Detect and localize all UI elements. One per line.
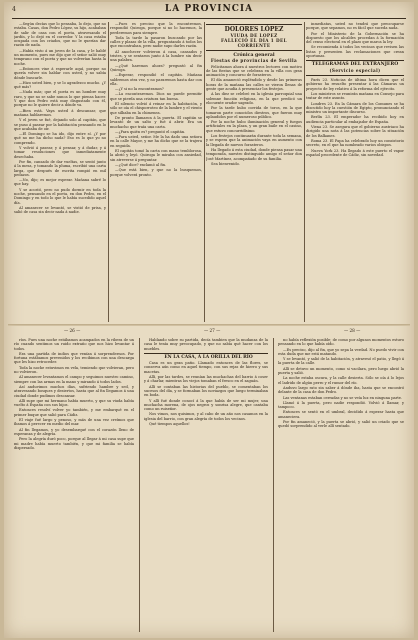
column-rule (304, 22, 305, 322)
column-rule (108, 22, 109, 322)
article-paragraph: —¿Para quién es? preguntó el capitán. (115, 129, 186, 134)
article-paragraph: Al fin llegamos, y yo desembarqué con el corazón lleno de esperanza y de alegría. (14, 427, 134, 436)
article-paragraph: —Es preciso, dijo al fin, que yo sepa la verdad. No puedo vivir con esta duda que me está matando. (278, 347, 404, 356)
article-paragraph: ríos. Pues una noche estábamos acampados en la ribera de un río cuando sentimos un ruido extraño que nos hizo levantar á todos. (14, 338, 134, 351)
article-paragraph: Los ministros se reunirán mañana en Consejo para tratar de este asunto. (306, 91, 404, 101)
article-paragraph: no había reflexión posible; de como por algunos momentos estuvo pensando en lo que había oído. (278, 338, 404, 347)
article-paragraph: Nos vimos, nos quisimos, y al cabo de un año nos casamos en la iglesia del barrio, con gran alegría de todos los vecinos. (144, 412, 268, 421)
article-paragraph: —La encontraremos. Dios no puede permitir que se pierda una criatura tan buena. (110, 92, 202, 101)
article-paragraph: Anduvo largo rato sin saber á dónde iba, hasta que se encontró delante de la casa de don Pedro. (278, 385, 404, 395)
article-paragraph: Pero la alegría duró poco, porque al llegar á mi casa supe que mi madre había muerto también, y que mi familia se había dispersado. (14, 437, 134, 450)
article-paragraph: Era una partida de indios que venían á sorprendernos. Por fortuna estábamos prevenidos y los recibimos con una descarga que les hizo retroceder. (14, 351, 134, 365)
article-paragraph: —Nada más; que el poeta es un hombre muy raro, y que no se sabe nunca lo que piensa hacer. Y que don Pedro está muy disgustado con él, porque no le quiere decir a dónde va. (14, 90, 106, 108)
article-paragraph: Toda la tarde la pasaron buscando por las calles y plazas de la villa, preguntando á todos los que encontraban, pero nadie supo darles razón. (110, 35, 202, 49)
article-paragraph: Allí se detuvo un momento, como si vacilara, pero luego abrió la puerta y salió. (278, 366, 404, 376)
article-paragraph: Qué tiempos aquellos! (149, 422, 190, 427)
obituary-sub: VIUDA DE LOPEZ (230, 33, 278, 38)
article-paragraph: Y volvió á pasear, y á pensar, y á dudar, y á tomar resoluciones que inmediatamente desechaba. (14, 146, 106, 159)
article-paragraph: Ha llegado á esta ciudad, donde piensa pasar una temporada, nuestro distinguido amigo el señor don José Martínez, acompañado de su familia. (206, 147, 302, 161)
feuilleton-column-2 (144, 338, 268, 632)
article-paragraph: —Hizo usted bien, y se lo agradezco mucho. ¿Y qué más? (14, 80, 106, 90)
section-subheading: Fiestas de provincias de Sevilla (210, 58, 298, 64)
article-paragraph: Por la noche hubo iluminación general y fuegos artificiales en la plaza, y un gran baile en el casino, que estuvo concurridísimo. (206, 120, 302, 133)
article-paragraph: El capitán tomó la carta con mano temblorosa, la abrió y leyó. Quiroga le miraba con ansiedad, sin atreverse á preguntar. (110, 149, 202, 162)
article-paragraph: —No, dijo; es mejor esperar. Mañana sabré lo que hay. (14, 178, 106, 187)
column-1 (14, 22, 106, 322)
article-paragraph: Entonces se sentó en el umbral, decidido á esperar hasta que amaneciera. (278, 410, 404, 419)
article-paragraph: El silencio volvió á reinar en la habitación, y sólo se oía el chisporroteo de la lumbre y el viento que silbaba en la chimenea. (110, 102, 202, 115)
article-paragraph: Las ventanas estaban cerradas y no se veía luz en ninguna parte. (283, 395, 403, 400)
column-rule (139, 338, 140, 632)
article-paragraph: Allí, por las tardes, se reunían las muchachas del barrio á coser y á charlar, mientras los viejos tomaban el fresco en el zaguán. (144, 375, 268, 384)
article-paragraph: Por fin, cansado de dar vueltas, se sentó junto á la mesa, y tomando la pluma, escribió una carta larga, que después de escrita rompió en mil pedazos. (14, 159, 106, 177)
telegram-title: TELEGRAMAS DEL EXTRANJERO (311, 62, 399, 68)
article-paragraph: Así anduvimos muchos días, sufriendo hambre y sed, y atravesando bosques y desiertos, hasta que al fin llegamos á una ciudad donde pudimos descansar. (14, 384, 134, 398)
divider (144, 353, 268, 354)
column-2 (110, 22, 202, 322)
article-paragraph: Viena 23. Se asegura que el gobierno austriaco ha dirigido una nota á las potencias sobre la situación de los Balkanes. (306, 125, 404, 138)
column-4-body-top (306, 22, 404, 58)
article-paragraph: Allí supe que mi hermano había muerto, y que su viuda había vuelto á España con sus hijos. (14, 398, 134, 408)
article-paragraph: Los festejos continuarán durante toda la semana, y se espera que la animación vaya en aumento con la llegada de nuevos forasteros. (206, 134, 302, 147)
article-paragraph: De pronto llamaron á la puerta. El capitán se levantó de un salto y fué á abrir. Era un muchacho que traía una carta. (110, 115, 202, 129)
article-paragraph: Entonces resolví volver yo también, y me embarqué en el primer buque que salió para Cádiz. (14, 408, 134, 417)
article-paragraph: Al amanecer se levantó, se vistió de prisa, y salió de casa sin decir nada á nadie. (14, 205, 106, 215)
feuilleton-column-3 (278, 338, 404, 632)
section-heading: Crónica general (233, 52, 275, 58)
article-paragraph: Y el joven se fué, dejando solo al capitán, que se puso á pasear por la habitación pensando en lo que acababa de oír. (14, 118, 106, 131)
article-paragraph: Sea bienvenido. (211, 161, 240, 166)
article-paragraph: —Bien está. Vaya usted á descansar, que mañana hablaremos. (14, 108, 106, 117)
page-number: — 27 — (204, 328, 221, 333)
article-paragraph: A las diez se celebró en la iglesia parroquial una solemne función religiosa, en la que predicó un elocuente orador sagrado. (206, 92, 302, 105)
page-number-left: 4 (12, 6, 17, 13)
article-paragraph: —¿Qué dice? exclamó al fin. (115, 162, 167, 167)
article-paragraph: Y allí fué donde conocí á la que había de ser mi mujer, una muchacha morena, de ojos negros y sonrisa alegre, que cantaba como un ruiseñor. (144, 398, 268, 412)
feuilleton-chapter-title: EN LA CASA, Á LA ORILLA DEL RÍO (164, 354, 253, 360)
article-paragraph: El día amaneció espléndido y desde las primeras horas de la mañana las calles se vieron llenas de gente que acudía á presenciar los festejos. (206, 78, 302, 92)
article-paragraph: Por la tarde hubo corrida de toros, en la que tomaron parte conocidos diestros, que fueron muy aplaudidos por el numeroso público. (206, 106, 302, 119)
column-3-body (206, 65, 302, 167)
article-paragraph: Nueva York 23. Ha llegado á este puerto el vapor español procedente de Cádiz, sin novedad. (306, 148, 404, 157)
obituary-header (206, 24, 302, 51)
feuilleton-paragraph: Hablando sobre su partida, decía tambien que la mudanza de la casa le tenía muy preocupado, y que no sabía qué hacer con los muebles. (144, 338, 268, 351)
page-number: — 26 — (64, 328, 81, 333)
column-4-body-bottom (306, 78, 404, 157)
article-paragraph: —Había visto á un joven de la casa, y le hablé un momento, pues me dijo que el señor salió muy temprano con el poeta y que no volverían hasta la noche. (14, 48, 106, 66)
article-paragraph: inmediatas, usted no tendrá que preocuparse porque, que sepamos, no es fácil que suceda nada. (306, 22, 404, 31)
article-paragraph: —¿Qué haremos ahora? preguntó al fin Quiroga. (110, 63, 202, 72)
article-paragraph: Y se acostó, pero no pudo dormir en toda la noche, pensando en el poeta, en don Pedro, en el Domingo y en todo lo que le había sucedido aquel día. (14, 187, 106, 205)
page-number: — 28 — (344, 328, 361, 333)
column-4 (306, 22, 404, 322)
article-paragraph: —Que está bien, y que no la busquemos, porque volverá pronto. (110, 168, 202, 177)
article-paragraph: La noche estaba oscura, y la calle desierta. Sólo se oía á lo lejos el ladrido de algún perro y el rumor del río. (278, 376, 404, 385)
article-paragraph: —Para usted, señor. Me la ha dado una señora en la calle Mayor, y me ha dicho que se la trajera en seguida. (110, 135, 202, 148)
article-paragraph: El viaje fué largo y penoso, y más de una vez creímos que íbamos á perecer en medio del mar. (14, 418, 134, 427)
article-paragraph: Por el Ministerio de la Gobernación se ha dispuesto que los alcaldes procedan á la formación del censo electoral en el plazo que marca la ley. (306, 31, 404, 45)
telegram-header (306, 60, 404, 76)
obituary-line: FALLECIÓ EL DÍA 1 DEL CORRIENTE (221, 38, 287, 48)
masthead (12, 4, 406, 19)
article-paragraph: Llamó á la puerta, pero nadie respondió. Volvió á llamar, y tampoco. (278, 400, 404, 410)
article-paragraph: Al amanecer levantamos el campo y seguimos nuestro camino, siempre con las armas en la mano y mirando á todos lados. (14, 375, 134, 384)
obituary-name: DOLORES LÓPEZ (224, 26, 284, 33)
article-paragraph: —Esperar, respondió el capitán. Mañana saldremos otra vez, y no pararemos hasta dar con ella. (110, 73, 202, 86)
article-paragraph: Y se levantó, y salió de la habitación, y atravesó el patio, y llegó á la puerta de la calle. (278, 357, 404, 366)
newspaper-page (4, 2, 414, 638)
newspaper-title: LA PROVINCIA (164, 4, 254, 14)
article-paragraph: Roma 23. El Papa ha celebrado hoy un consistorio secreto, en el que ha nombrado varios obispos. (306, 138, 404, 148)
article-paragraph: Se recomienda á todos los vecinos que revisen las listas y presenten las reclamaciones que crean oportunas. (306, 45, 404, 59)
article-paragraph: Casa es un gran patio. Llamado entonces de las flores, se conserva aún como en aquel tiempo, con sus rejas de hierro y sus macetas. (144, 361, 268, 374)
article-paragraph: —El Domingo se ha ido, dijo entre sí. ¿Y por qué no me ha dicho nada? Eso es lo que yo no comprendo. (14, 132, 106, 145)
article-paragraph: —Pues es preciso que la encontremos, respondió Quiroga, porque si no lo hacemos, la perderemos para siempre. (110, 22, 202, 35)
telegram-sub: (Servicio especial) (329, 67, 381, 73)
article-paragraph: París 23. Noticias de última hora dicen que el gobierno ha resuelto presentar á las Cámaras un proyecto de ley relativo á la reforma del ejército. (306, 78, 404, 91)
feuilleton-column-2-body (144, 361, 268, 426)
article-paragraph: Por fin amaneció, y la puerta se abrió, y salió un criado que se quedó sorprendido al verle allí sentado. (278, 420, 404, 429)
feuilleton-column-1 (14, 338, 134, 632)
article-paragraph: —Entonces vine á esperarle aquí, porque no quería volver sin hablar con usted, y no sabía dónde buscarle. (14, 66, 106, 80)
article-paragraph: Berlín 23. El emperador ha recibido hoy en audiencia particular al embajador de España. (306, 115, 404, 124)
column-rule (273, 338, 274, 632)
page-fold (8, 324, 410, 326)
feuilleton-page-numbers (14, 328, 404, 336)
column-3 (206, 22, 302, 322)
article-paragraph: Allí se contaban las historias del pueblo, se comentaban los sucesos del día, y se formaban los noviazgos que luego terminaban en boda. (144, 384, 268, 398)
article-paragraph: —Según decías que lo pensaba, lo dejo, que no estaba. Casas, don Pedro López, su hijo, acababan de salir de casa con el poeta, atravesando el jardín, y lo dejó en el corredor. Y la casa estaba ocupada con los criados, que no le querían dar razón de nada. (14, 22, 106, 48)
article-paragraph: Londres 23. En la Cámara de los Comunes se ha discutido hoy la cuestión de Egipto, pronunciando el ministro un importante discurso. (306, 101, 404, 115)
article-paragraph: Al anochecer volvieron á casa, cansados y tristes, y se sentaron junto á la lumbre sin decir una palabra. (110, 49, 202, 63)
article-paragraph: —¿Y si no la encontramos? (115, 87, 164, 92)
column-rule (204, 22, 205, 322)
article-paragraph: Felicitamos ahora á nuestros lectores con motivo de las fiestas que se celebran en la villa con gran animación y concurso de forasteros. (206, 64, 302, 78)
article-paragraph: Toda la noche estuvimos en vela, temiendo que volvieran, pero no volvieron. (14, 365, 134, 375)
